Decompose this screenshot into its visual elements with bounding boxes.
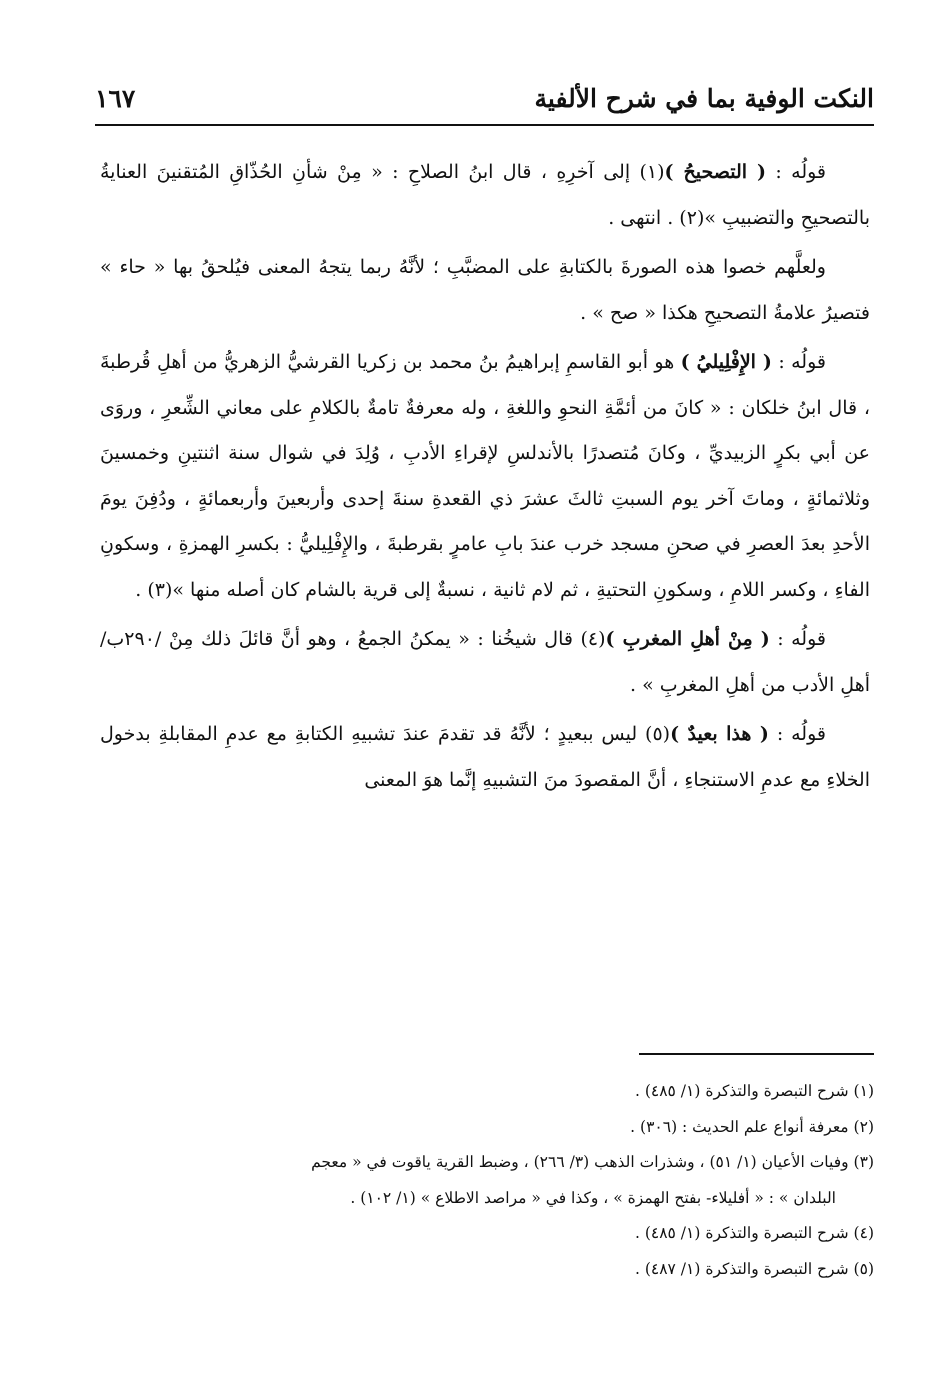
footnote-text: شرح التبصرة والتذكرة (١/ ٤٨٧) . <box>634 1259 849 1278</box>
main-text <box>100 150 870 807</box>
footnote-item <box>100 1145 874 1216</box>
paragraph-baid <box>100 712 870 803</box>
footnote-item <box>100 1252 874 1288</box>
footnote-ref: (١) <box>639 161 665 183</box>
footnote-number: (٢) <box>853 1117 874 1136</box>
paragraph-iflili <box>100 340 870 613</box>
paragraph-lead: قولُه : <box>769 628 826 650</box>
footnotes <box>100 1074 874 1287</box>
paragraph-term: ( الإِفْلِيليُ ) <box>680 351 772 373</box>
paragraph-text: هو أبو القاسمِ إبراهيمُ بنُ محمد بن زكريا القرشيُّ الزهريُّ من أهلِ قُرطبةَ ، قال ابنُ خلكان : « كانَ من أئمَّةِ النحوِ واللغةِ ، وله معرفةٌ تامةٌ بالكلامِ على معاني الشِّعرِ ، وروَى عن أبي بكرٍ الزبيديِّ ، وكانَ مُتصدرًا بالأندلسِ لإقراءِ الأدبِ ، وُلِدَ في شوال سنة اثنتينِ وخمسينَ وثلاثمائةٍ ، وماتَ آخر يوم السبتِ ثالثَ عشرَ ذي القعدةِ سنةَ إحدى وأربعينَ وأربعمائةٍ ، ودُفِنَ يومَ الأحدِ بعدَ العصرِ في صحنِ مسجد خرب عندَ بابِ عامرٍ بقرطبةَ ، والإِفْلِيليُّ : بكسرِ الهمزةِ ، وسكونِ الفاءِ ، وكسر اللامِ ، وسكونِ التحتيةِ ، ثم لام ثانية ، نسبةٌ إلى قرية بالشام كان أصله منها »(٣) . <box>100 351 870 601</box>
paragraph-text: ولعلَّهم خصوا هذه الصورةَ بالكتابةِ على المضبَّبِ ؛ لأنَّهُ ربما يتجهُ المعنى فيُلحقُ بها « حاء » فتصيرُ علامةُ التصحيحِ هكذا « صح » . <box>100 256 870 324</box>
footnote-item <box>100 1110 874 1146</box>
footnote-text: شرح التبصرة والتذكرة (١/ ٤٨٥) . <box>634 1224 849 1242</box>
paragraph-term: ( التصحيحُ ) <box>664 161 766 183</box>
footnote-number: (٤) <box>853 1224 874 1242</box>
footnote-ref: (٤) <box>580 628 606 650</box>
running-header <box>95 78 874 118</box>
paragraph-tadbib <box>100 245 870 336</box>
footnote-ref: (٥) <box>645 723 671 745</box>
paragraph-term: ( مِنْ أهلِ المغربِ ) <box>605 628 770 650</box>
paragraph-lead: قولُه : <box>765 161 827 183</box>
footnote-text: شرح التبصرة والتذكرة (١/ ٤٨٥) . <box>634 1082 849 1100</box>
paragraph-text: إلى آخرِهِ ، قال ابنُ الصلاحِ : « مِنْ شأنِ الحُذّاقِ المُتقنينَ العنايةُ بالتصحيحِ والتضبيبِ »(٢) . انتهى . <box>100 161 870 229</box>
footnote-text: وفيات الأعيان (١/ ٥١) ، وشذرات الذهب (٣/ ٢٦٦) ، وضبط القرية ياقوت في « معجم <box>311 1153 849 1171</box>
paragraph-text: ليس ببعيدٍ ؛ لأنَّهُ قد تقدمَ عندَ تشبيهِ الكتابةِ مع عدمِ المقابلةِ بدخول الخلاءِ مع عدمِ الاستنجاءِ ، أنَّ المقصودَ منَ التشبيهِ إنَّما هوَ المعنى <box>100 723 870 791</box>
paragraph-lead: قولُه : <box>771 351 826 373</box>
footnote-number: (٣) <box>853 1153 874 1171</box>
footnote-continuation: البلدان » : « أفليلاء- بفتح الهمزة » ، وكذا في « مراصد الاطلاع » (١/ ١٠٢) . <box>350 1188 836 1207</box>
footnote-item <box>100 1216 874 1252</box>
paragraph-lead: قولُه : <box>768 723 826 745</box>
footnote-number: (١) <box>853 1082 874 1100</box>
footnote-item <box>100 1074 874 1110</box>
paragraph-maghrib <box>100 617 870 708</box>
paragraph-tashih <box>100 150 870 241</box>
footnote-text: معرفة أنواع علم الحديث : (٣٠٦) . <box>630 1117 849 1136</box>
header-rule <box>95 124 874 126</box>
book-title: النكت الوفية بما في شرح الألفية <box>534 83 874 113</box>
footnote-number: (٥) <box>853 1259 874 1278</box>
paragraph-text: قال شيخُنا : « يمكنُ الجمعُ ، وهو أنَّ قائلَ ذلك مِنْ /٢٩٠ب/ أهلِ الأدب من أهلِ المغربِ » . <box>100 628 870 696</box>
page-number: ١٦٧ <box>95 83 136 113</box>
paragraph-term: ( هذا بعيدٌ ) <box>670 723 769 745</box>
footnote-separator <box>639 1053 874 1055</box>
